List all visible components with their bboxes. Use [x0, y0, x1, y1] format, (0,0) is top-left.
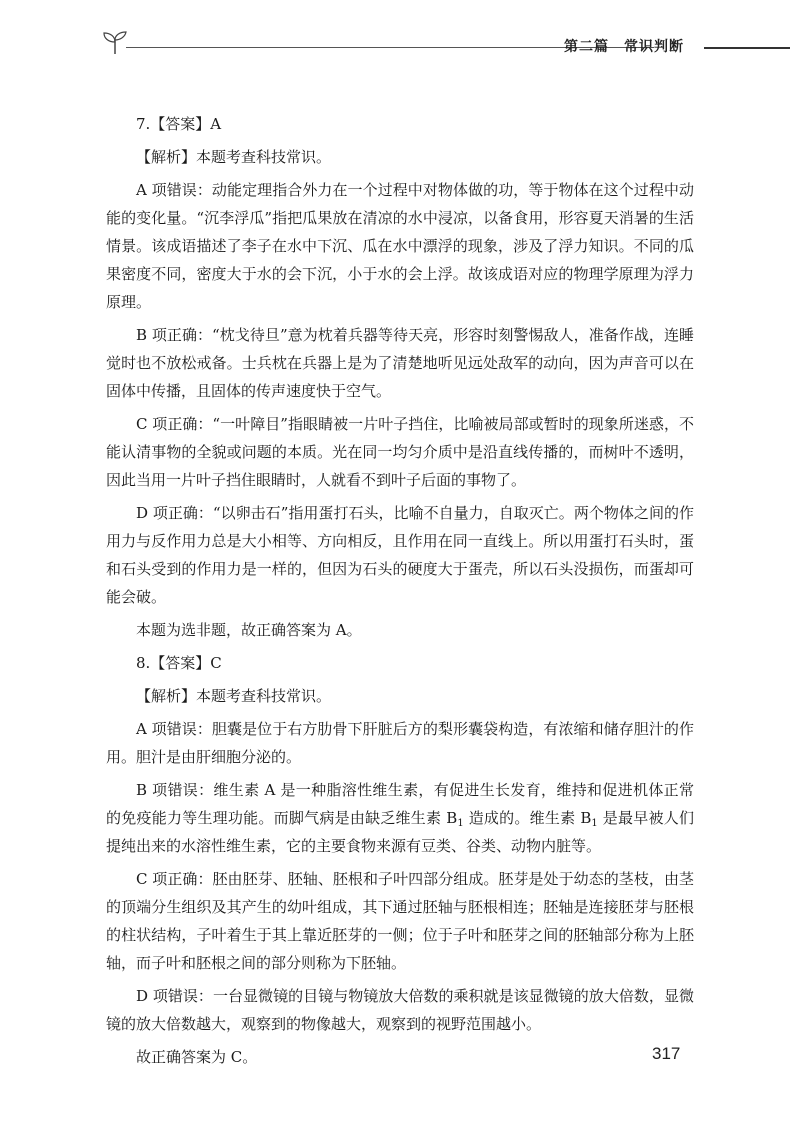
- running-header: [100, 28, 790, 58]
- q7-option-b: B 项正确：“枕戈待旦”意为枕着兵器等待天亮，形容时刻警惕敌人，准备作战，连睡觉时也不放松戒备。士兵枕在兵器上是为了清楚地听见远处敌军的动向，因为声音可以在固体中传播，且固体的传声速度快于空气。: [106, 326, 694, 400]
- q8-answer-label: 8.【答案】C: [136, 654, 222, 672]
- q8-b-text-1: B 项错误：维生素 A 是一种脂溶性维生素，有促进生长发育，维持和促进机体正常的免疫能力等生理功能。而脚气病是由缺乏维生素 B: [106, 781, 694, 827]
- q8-b-subscript-1: 1: [457, 818, 464, 829]
- q8-option-a: A 项错误：胆囊是位于右方肋骨下肝脏后方的梨形囊袋构造，有浓缩和储存胆汁的作用。胆汁是由肝细胞分泌的。: [106, 720, 694, 766]
- page-body: [106, 110, 694, 1076]
- q8-option-b: [106, 776, 694, 860]
- q8-b-subscript-2: 1: [591, 818, 598, 829]
- q7-analysis-intro: 【解析】本题考查科技常识。: [136, 148, 332, 166]
- q8-analysis-intro: 【解析】本题考查科技常识。: [136, 687, 332, 705]
- q7-answer-label: 7.【答案】A: [136, 115, 222, 133]
- sprout-icon: [100, 28, 130, 58]
- q8-b-text-3: 是最早被人们提纯出来的水溶性维生素，它的主要食物来源有豆类、谷类、动物内脏等。: [106, 809, 694, 855]
- q7-conclusion: 本题为选非题，故正确答案为 A。: [136, 621, 362, 639]
- q8-option-c: C 项正确：胚由胚芽、胚轴、胚根和子叶四部分组成。胚芽是处于幼态的茎枝，由茎的顶端分生组织及其产生的幼叶组成，其下通过胚轴与胚根相连；胚轴是连接胚芽与胚根的柱状结构，子叶着生于其上靠近胚芽的一侧；位于子叶和胚芽之间的胚轴部分称为上胚轴，而子叶和胚根之间的部分则称为下胚轴。: [106, 870, 694, 972]
- header-rule-right: [704, 47, 790, 49]
- q8-option-d: D 项错误：一台显微镜的目镜与物镜放大倍数的乘积就是该显微镜的放大倍数，显微镜的放大倍数越大，观察到的物像越大，观察到的视野范围越小。: [106, 987, 694, 1033]
- q8-conclusion: 故正确答案为 C。: [136, 1048, 258, 1066]
- page-number: 317: [652, 1044, 681, 1063]
- section-title: 第二篇 常识判断: [564, 39, 684, 55]
- q7-option-d: D 项正确：“以卵击石”指用蛋打石头，比喻不自量力，自取灭亡。两个物体之间的作用力与反作用力总是大小相等、方向相反，且作用在同一直线上。所以用蛋打石头时，蛋和石头受到的作用力是一样的，但因为石头的硬度大于蛋壳，所以石头没损伤，而蛋却可能会破。: [106, 504, 694, 606]
- q7-option-a: A 项错误：动能定理指合外力在一个过程中对物体做的功，等于物体在这个过程中动能的变化量。“沉李浮瓜”指把瓜果放在清凉的水中浸凉，以备食用，形容夏天消暑的生活情景。该成语描述了李子在水中下沉、瓜在水中漂浮的现象，涉及了浮力知识。不同的瓜果密度不同，密度大于水的会下沉，小于水的会上浮。故该成语对应的物理学原理为浮力原理。: [106, 181, 694, 311]
- q7-option-c: C 项正确：“一叶障目”指眼睛被一片叶子挡住，比喻被局部或暂时的现象所迷惑，不能认清事物的全貌或问题的本质。光在同一均匀介质中是沿直线传播的，而树叶不透明，因此当用一片叶子挡住眼睛时，人就看不到叶子后面的事物了。: [106, 415, 694, 489]
- q8-b-text-2: 造成的。维生素 B: [463, 809, 592, 827]
